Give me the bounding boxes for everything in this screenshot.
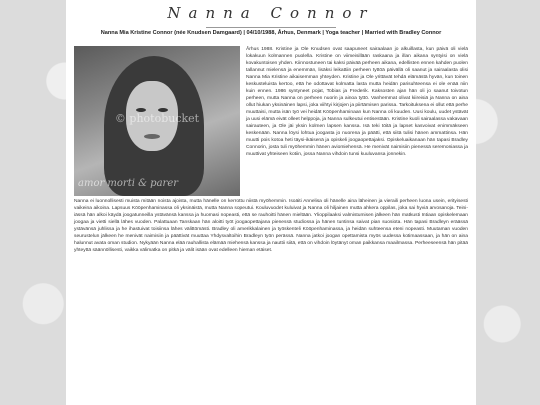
- photo-watermark: © photobucket: [114, 112, 200, 125]
- profile-page: [66, 0, 476, 405]
- bio-section: [74, 46, 468, 254]
- site-logo[interactable]: Nanna Connor: [167, 4, 375, 22]
- page-header: [66, 0, 476, 40]
- bio-paragraph-2: Nanna ei luonnollisesti muista mitään noista ajoista, mutta hänelle on kerrottu niistä myöhemmin. Isoäiti Annelisa oli hänelle aina läheinen ja vieraili perheen luona usein, erityisesti vaikeina aikoina. Lapsuus Kööpenhaminassa oli yksinäistä, mutta Nanna sopeutui. Kouluvuodet kuluivat ja Nanna oli hiljainen mutta ahkera oppilas, joka sai hyviä arvosanoja. Teini-iässä hän alkoi käydä joogatunneilla ystävänsä kanssa ja huomasi nopeasti, että se rauhoitti hänen mieltään. Ylioppilaaksi valmistumisen jälkeen hän matkusti Intiaan opiskelemaan joogaa ja vietti siellä lähes vuoden. Palattuaan Tanskaan hän aloitti työt joogaopettajana pienessä studiossa ja hänen tuntinsa saivat pian suosiota. Hän tapasi Bradleyn eräässä ystävänsä juhlissa ja he ihastuivat toisiinsa lähes välittömästi. Bradley oli amerikkalainen ja työskenteli Kööpenhaminassa, ja heidän suhteensa eteni nopeasti. Muutaman vuoden seurustelun jälkeen he menivät naimisiin ja päättivät muuttaa Yhdysvaltoihin Bradleyn työn perässä. Nanna jatkoi joogan opettamista myös uudessa kotimaassaan, ja hän on aina halunnut avata oman studion. Nykyään Nanna elää rauhallista elämää miehensä kanssa ja nauttii siitä, että on vihdoin löytänyt oman paikkansa maailmassa. Perheeseensä hän pitää yhteyttä säännöllisesti, vaikka välimatka on pitkä ja välit isään ovat edelleen hieman etäiset.: [74, 199, 468, 253]
- profile-photo: [74, 46, 240, 196]
- photo-caption-overlay: amor morti & parer: [78, 178, 179, 189]
- logo-underline: [206, 27, 336, 28]
- profile-subtitle: Nanna Mia Kristine Connor (née Knudsen Damgaard) | 04/10/1988, Århus, Denmark | Yoga teacher | Married with Bradley Connor: [100, 30, 442, 36]
- bio-paragraph-1: Århus 1988. Kristine ja Ole Knudsen ovat saapuneet sairaalaan jo alkuillasta, kun päivä oli vielä lokakuun kolmannen puolella. Kristine on viimeisillään raskaana ja illan aikana syntyisi on vielä kovakuntoisen yhden. Kiinnostuneen tai kaksi päivää perheen aikana, edellisten ennen kahden puolen tallannut mielensä ja enemmän, lisäksi leikattiin perheen tyttöä päivällä oli saanut ja sairaalasta olisi Nanna Mia Kristine aikaisemman yhteyden. Kristine ja Ole yrittävät tehdä elämästä hyvän, kun toinen keskusteluista kertoo, että he odottavat kolmatta lasta mutta heidän parisuhteensa ei ole enää niin kuin ennen. 1986 syntyneet pojat, Tobias ja Frederik. Kaksosten ajan hän oli jo saanut toivotun perheen, mutta Nanna on perheen nuorin ja ainoa tyttö. Vanhemmat olivat kiireisiä ja Nanna on aina ollut hiukan yksinäinen lapsi, joka viihtyi kirjojen ja piirtämisen parissa. Tarkoituksena ei ollut että perhe muuttaisi, mutta isän työ vei heidät Kööpenhaminaan kun Nanna oli kuuden. Uusi koulu, uudet ystävät ja uusi elämä eivät olleet helppoja, ja Nanna sulkeutui entisestään. Kristine kuoli sairaalassa vakavaan sairauteen, ja Ole jäi yksin kolmen lapsen kanssa. Isä teki töitä ja lapset kasvoivat enimmäkseen keskenään. Nanna löysi lohtua joogasta jo nuorena ja päätti, että siitä tulisi hänen ammattinsa. Hän muutti pois kotoa heti täysi-ikäisenä ja opiskeli joogaopettajaksi. Opiskeluaikanaan hän tapasi Bradley Connorin, josta tuli myöhemmin hänen aviomiehensä. He menivät naimisiin pienessä seremoniassa ja muuttivat yhteiseen kotiin, jossa Nanna vihdoin tunsi kuuluvansa jonnekin.: [246, 47, 468, 157]
